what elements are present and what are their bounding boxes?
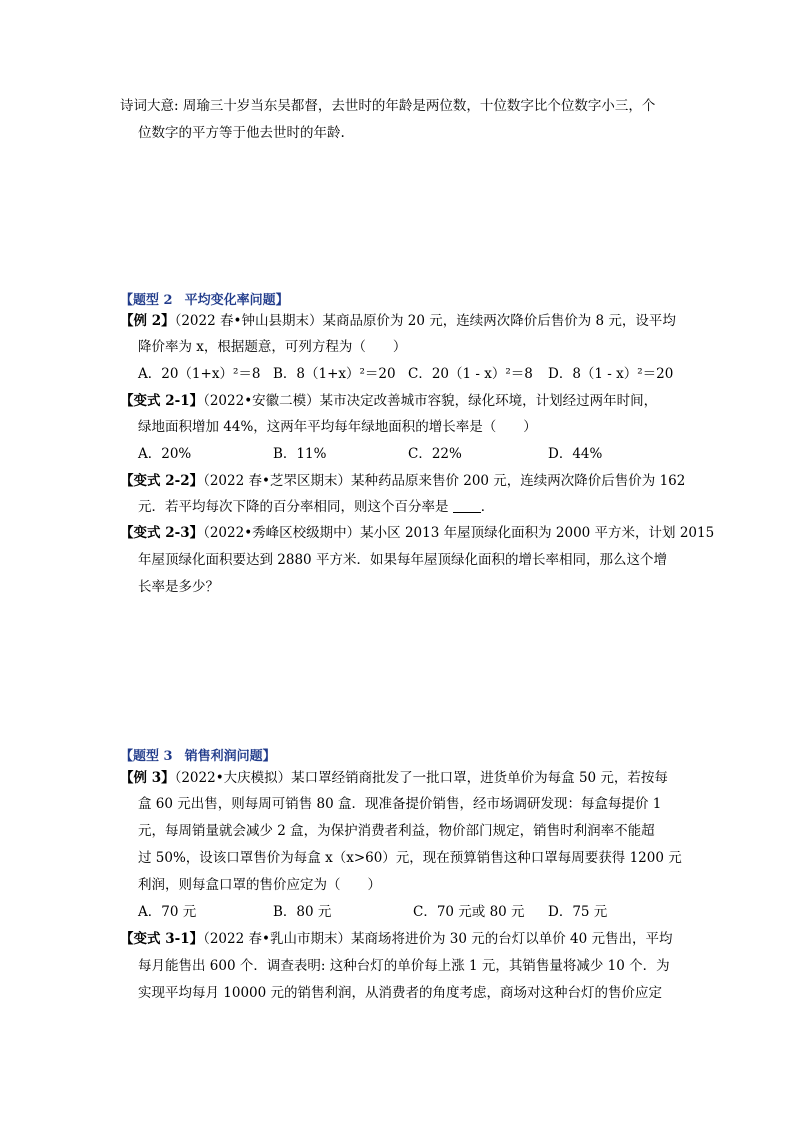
example-2-tag: 【例 2】 <box>120 313 175 329</box>
variant-2-3-line-3: 长率是多少？ <box>138 579 219 595</box>
variant-2-1-text-1: （2022•安徽二模）某市决定改善城市容貌，绿化环境，计划经过两年时间， <box>203 393 658 409</box>
example-3-option-d: D．75 元 <box>548 904 608 920</box>
example-2-line-2: 降价率为 x，根据题意，可列方程为（ ） <box>138 339 407 355</box>
intro-line-1: 诗词大意: 周瑜三十岁当东吴都督，去世时的年龄是两位数，十位数字比个位数字小三，个 <box>120 98 656 114</box>
variant-2-2-text-1: （2022 春•芝罘区期末）某种药品原来售价 200 元，连续两次降价后售价为 162 <box>203 473 686 489</box>
section-2-heading-tag: 【题型 2 <box>120 293 173 308</box>
variant-2-1-option-c: C．22% <box>408 446 462 462</box>
variant-3-1-text-1: （2022 春•乳山市期末）某商场将进价为 30 元的台灯以单价 40 元售出，平均 <box>203 931 673 947</box>
example-3-text-1: （2022•大庆模拟）某口罩经销商批发了一批口罩，进货单价为每盒 50 元，若按每 <box>174 770 668 786</box>
section-3-heading-tag: 【题型 3 <box>120 749 173 764</box>
example-2-option-d: D．8（1 - x）²＝20 <box>548 366 674 382</box>
section-3-heading <box>120 745 276 764</box>
variant-2-2-text-2a: 元．若平均每次下降的百分率相同，则这个百分率是 <box>138 499 449 515</box>
variant-2-3-tag: 【变式 2-3】 <box>120 525 204 541</box>
section-2-heading <box>120 289 289 308</box>
variant-2-2-line-1 <box>120 472 685 490</box>
example-2-text-1: （2022 春•钟山县期末）某商品原价为 20 元，连续两次降价后售价为 8 元，设平均 <box>174 313 676 329</box>
variant-3-1-tag: 【变式 3-1】 <box>120 931 204 947</box>
variant-3-1-line-1 <box>120 930 672 948</box>
variant-2-2-line-2 <box>138 498 494 516</box>
variant-2-3-line-1 <box>120 524 714 542</box>
variant-2-3-line-2: 年屋顶绿化面积要达到 2880 平方米．如果每年屋顶绿化面积的增长率相同，那么这个增 <box>138 552 667 568</box>
variant-2-2-text-2b: ． <box>480 499 495 515</box>
variant-2-3-text-1: （2022•秀峰区校级期中）某小区 2013 年屋顶绿化面积为 2000 平方米，计划 2015 <box>203 525 715 541</box>
variant-2-1-option-a: A．20% <box>138 446 192 462</box>
example-3-line-4: 过 50%，设该口罩售价为每盒 x（x>60）元，现在预算销售这种口罩每周要获得 1200 元 <box>138 850 682 866</box>
section-2-heading-title: 平均变化率问题】 <box>184 293 289 308</box>
example-3-option-b: B．80 元 <box>273 904 332 920</box>
variant-2-2-tag: 【变式 2-2】 <box>120 473 204 489</box>
example-3-line-1 <box>120 769 668 787</box>
example-3-tag: 【例 3】 <box>120 770 175 786</box>
example-2-line-1 <box>120 312 676 330</box>
variant-2-1-option-b: B．11% <box>273 446 327 462</box>
example-3-option-a: A．70 元 <box>138 904 197 920</box>
answer-blank <box>453 500 481 513</box>
example-2-option-c: C．20（1 - x）²＝8 <box>408 366 533 382</box>
variant-2-1-option-d: D．44% <box>548 446 603 462</box>
variant-3-1-line-3: 实现平均每月 10000 元的销售利润，从消费者的角度考虑，商场对这种台灯的售价应定 <box>138 985 663 1001</box>
example-3-line-2: 盒 60 元出售，则每周可销售 80 盒．现准备提价销售，经市场调研发现：每盒每提价 1 <box>138 796 662 812</box>
example-3-line-5: 利润，则每盒口罩的售价应定为（ ） <box>138 877 381 893</box>
example-3-line-3: 元，每周销量就会减少 2 盒，为保护消费者利益，物价部门规定，销售时利润率不能超 <box>138 823 655 839</box>
example-3-option-c: C．70 元或 80 元 <box>413 904 525 920</box>
example-2-option-a: A．20（1+x）²＝8 <box>138 366 261 382</box>
example-2-option-b: B．8（1+x）²＝20 <box>273 366 396 382</box>
variant-3-1-line-2: 每月能售出 600 个．调查表明: 这种台灯的单价每上涨 1 元，其销售量将减少 10 个．为 <box>138 958 670 974</box>
section-3-heading-title: 销售利润问题】 <box>184 749 276 764</box>
variant-2-1-tag: 【变式 2-1】 <box>120 393 204 409</box>
variant-2-1-line-1 <box>120 392 657 410</box>
variant-2-1-line-2: 绿地面积增加 44%，这两年平均每年绿地面积的增长率是（ ） <box>138 419 537 435</box>
intro-line-2: 位数字的平方等于他去世时的年龄. <box>138 125 345 141</box>
